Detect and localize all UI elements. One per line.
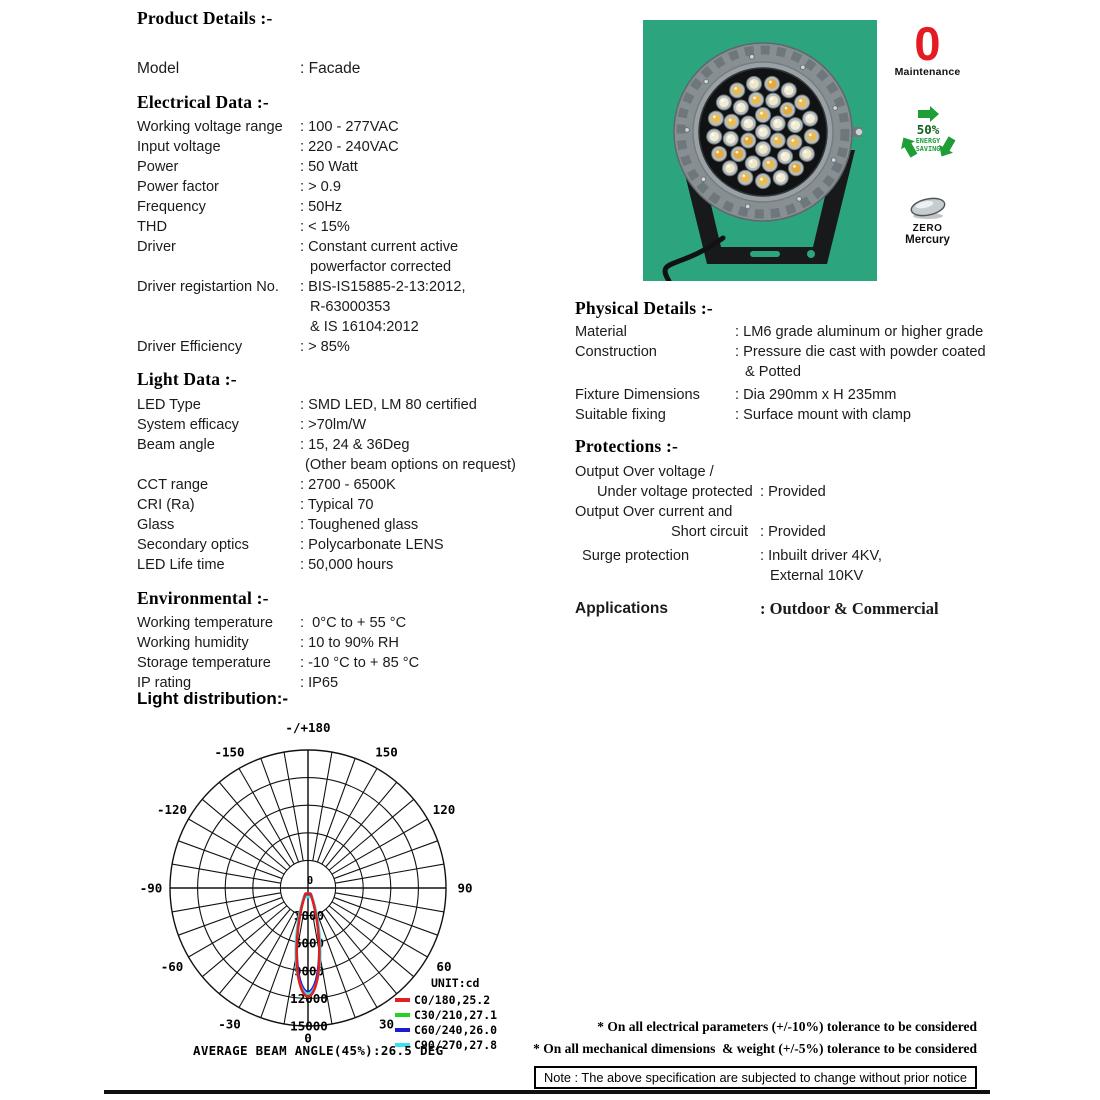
svg-text:120: 120 xyxy=(432,802,456,817)
model-value: : Facade xyxy=(300,60,361,77)
legend-swatch-c60 xyxy=(395,1028,410,1032)
electrical-heading: Electrical Data :- xyxy=(137,92,269,112)
spec-row: Working humidity : 10 to 90% RH xyxy=(137,635,399,651)
energy-word2: SAVING xyxy=(915,144,940,153)
svg-text:150: 150 xyxy=(375,744,398,760)
svg-text:-60: -60 xyxy=(160,959,184,974)
svg-text:15000: 15000 xyxy=(290,1018,328,1034)
applications-row xyxy=(575,599,1015,619)
svg-text:-90: -90 xyxy=(139,880,163,896)
model-label: Model xyxy=(137,60,180,77)
recycle-arrow xyxy=(918,106,939,122)
svg-text:9000: 9000 xyxy=(293,963,325,979)
svg-text:90: 90 xyxy=(457,880,473,896)
product-photo xyxy=(643,20,877,281)
protections-heading: Protections :- xyxy=(575,436,679,456)
physical-details-heading: Physical Details :- xyxy=(575,298,713,318)
zero-maintenance-icon: 0 xyxy=(914,17,941,70)
spec-row: LED Type : SMD LED, LM 80 certified xyxy=(137,397,477,413)
legend-entry: C60/240,26.0 xyxy=(395,1022,497,1037)
spec-row: Driver registartion No. : BIS-IS15885-2-13:2012, xyxy=(137,279,466,295)
svg-text:-30: -30 xyxy=(218,1016,241,1032)
legend-entry: C90/270,27.8 xyxy=(395,1037,497,1052)
spec-row: Driver : Constant current active xyxy=(137,239,459,255)
protection-row: Short circuit : Provided xyxy=(670,524,826,540)
svg-text:0: 0 xyxy=(306,875,314,887)
spec-row: System efficacy : >70lm/W xyxy=(137,417,367,433)
spec-row: THD : < 15% xyxy=(137,219,350,235)
spec-row: Driver Efficiency : > 85% xyxy=(137,339,350,355)
legend-entry: C30/210,27.1 xyxy=(395,1007,497,1022)
protection-row: Output Over current and xyxy=(575,504,733,520)
light-distribution-heading: Light distribution:- xyxy=(137,689,289,708)
spec-row: Working temperature : 0°C to + 55 °C xyxy=(137,615,407,631)
environmental-heading: Environmental :- xyxy=(137,588,269,608)
spec-row-continuation: powerfactor corrected xyxy=(310,259,452,275)
left-column xyxy=(137,8,557,693)
energy-word1: ENERGY xyxy=(915,136,940,145)
floodlight-image xyxy=(643,20,877,281)
protection-row: Under voltage protected : Provided xyxy=(597,484,826,500)
spec-row-continuation: & Potted xyxy=(745,364,801,380)
side-knob-tip xyxy=(856,129,862,135)
protection-row: Surge protection : Inbuilt driver 4KV, xyxy=(582,548,882,564)
bracket-hole xyxy=(807,250,815,258)
spec-row: Construction : Pressure die cast with powder coated xyxy=(575,344,986,360)
spec-row-continuation: R-63000353 xyxy=(310,299,391,315)
protection-row: Output Over voltage / xyxy=(575,464,714,480)
svg-text:60: 60 xyxy=(436,959,452,974)
svg-text:6000: 6000 xyxy=(293,935,325,951)
spec-row: CRI (Ra) : Typical 70 xyxy=(137,497,374,513)
energy-percent-label: 50% xyxy=(916,121,939,137)
spec-row: LED Life time : 50,000 hours xyxy=(137,557,394,573)
spec-row: Secondary optics : Polycarbonate LENS xyxy=(137,537,444,553)
svg-text:3000: 3000 xyxy=(293,908,325,924)
spec-row: CCT range : 2700 - 6500K xyxy=(137,477,396,493)
bracket-slot xyxy=(750,251,780,257)
footer-note-electrical: * On all electrical parameters (+/-10%) tolerance to be considered xyxy=(597,1019,977,1034)
spec-row: Frequency : 50Hz xyxy=(137,199,343,215)
zero-mercury-badge xyxy=(892,192,964,246)
legend-unit-label: UNIT:cd xyxy=(431,976,480,990)
energy-saving-icon xyxy=(895,104,961,166)
spec-row: Power factor : > 0.9 xyxy=(137,179,341,195)
mercury-drop-icon xyxy=(892,192,964,222)
legend-swatch-c30 xyxy=(395,1013,410,1017)
footer-boxed-note: Note : The above specification are subjected to change without prior notice xyxy=(534,1066,977,1089)
footer-note-mechanical: * On all mechanical dimensions & weight (+/-5%) tolerance to be considered xyxy=(533,1041,977,1056)
spec-row: Beam angle : 15, 24 & 36Deg xyxy=(137,437,410,453)
spec-row: Fixture Dimensions : Dia 290mm x H 235mm xyxy=(575,387,897,403)
svg-text:30: 30 xyxy=(378,1016,395,1032)
protection-row-continuation: External 10KV xyxy=(770,568,864,584)
maintenance-label: Maintenance xyxy=(894,65,961,78)
applications-label: Applications xyxy=(575,600,669,617)
legend-swatch-c0 xyxy=(395,998,410,1002)
model-row xyxy=(137,59,557,79)
svg-text:12000: 12000 xyxy=(290,990,328,1006)
feature-badges xyxy=(880,17,975,246)
applications-value: : Outdoor & Commercial xyxy=(760,599,939,618)
spec-row: Working voltage range : 100 - 277VAC xyxy=(137,119,399,135)
polar-chart xyxy=(137,713,499,1065)
svg-text:-120: -120 xyxy=(156,802,188,817)
spec-row: Power : 50 Watt xyxy=(137,159,358,175)
chart-legend xyxy=(395,976,497,1052)
spec-row: IP rating : IP65 xyxy=(137,675,339,691)
spec-row: Material : LM6 grade aluminum or higher grade xyxy=(575,324,984,340)
spec-row: Storage temperature : -10 °C to + 85 °C xyxy=(137,655,420,671)
chart-caption: AVERAGE BEAM ANGLE(45%):26.5 DEG xyxy=(193,1043,444,1058)
spec-row-continuation: & IS 16104:2012 xyxy=(310,319,419,335)
spec-row-continuation: (Other beam options on request) xyxy=(305,457,516,473)
spec-row: Glass : Toughened glass xyxy=(137,517,419,533)
svg-text:-/+180: -/+180 xyxy=(285,720,331,735)
legend-entry: C0/180,25.2 xyxy=(395,992,497,1007)
mercury-label: Mercury xyxy=(905,233,950,246)
spec-row: Input voltage : 220 - 240VAC xyxy=(137,139,399,155)
right-column xyxy=(575,298,1015,619)
svg-text:-150: -150 xyxy=(214,744,245,760)
mercury-zero-label: ZERO xyxy=(912,222,943,234)
light-data-heading: Light Data :- xyxy=(137,369,237,389)
spec-row: Suitable fixing : Surface mount with clamp xyxy=(575,407,912,423)
page-bottom-rule xyxy=(104,1090,990,1094)
page-title: Product Details :- xyxy=(137,8,273,28)
svg-text:0: 0 xyxy=(304,1030,312,1046)
